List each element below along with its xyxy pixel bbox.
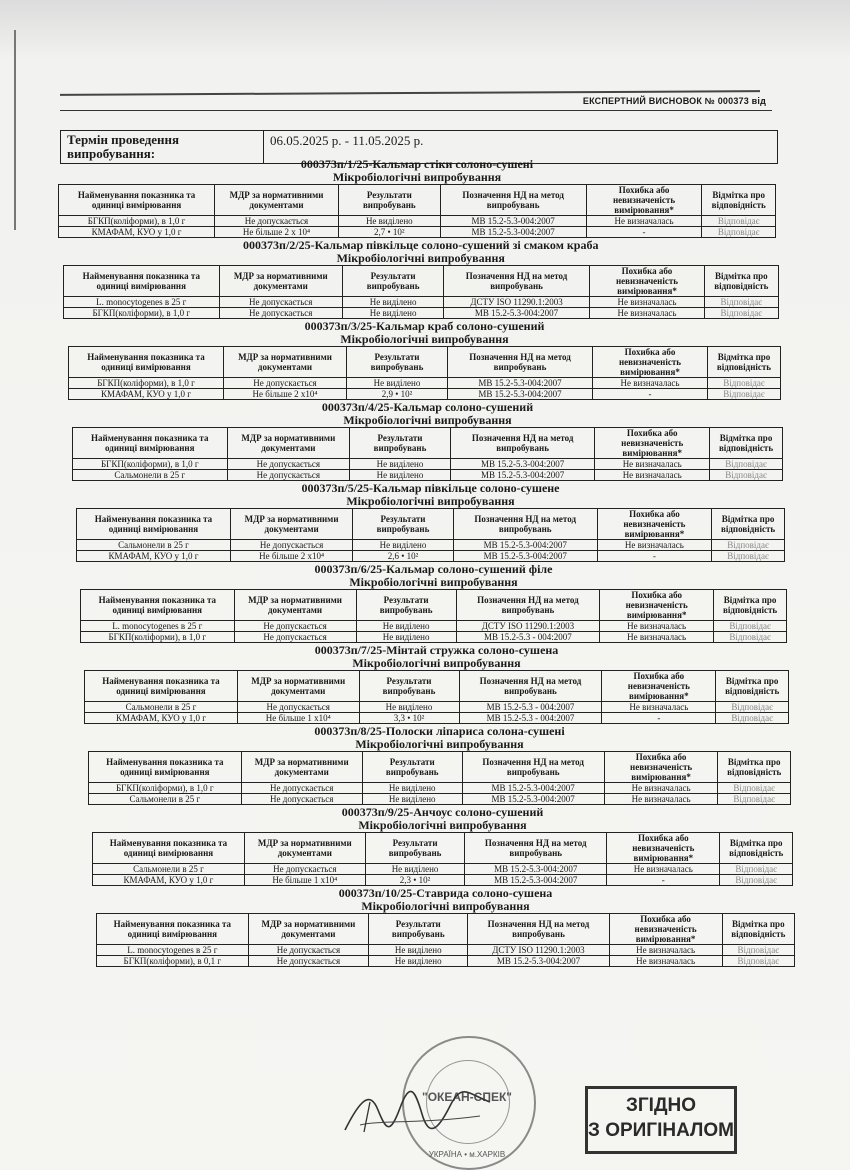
column-header: Найменування показника та одиниці вимірювання	[69, 347, 224, 378]
column-header: Позначення НД на метод випробувань	[459, 671, 602, 702]
table-cell: МВ 15.2-5.3-004:2007	[448, 378, 593, 389]
table-cell: МВ 15.2-5.3 - 004:2007	[459, 702, 602, 713]
column-header: Відмітка про відповідність	[712, 509, 785, 540]
column-header: Найменування показника та одиниці вимірювання	[81, 590, 235, 621]
result-section	[58, 158, 798, 238]
column-header: Результати випробувань	[353, 509, 453, 540]
section-subtitle: Мікробіологічні випробування	[355, 737, 524, 751]
column-header: Похибка або невизначеність вимірювання*	[609, 914, 722, 945]
section-title: 000373п/6/25-Кальмар солоно-сушений філе	[314, 562, 553, 576]
table-row	[89, 783, 791, 794]
table-row	[69, 378, 781, 389]
table-cell: Не визначалась	[589, 308, 704, 319]
copy-stamp-line2: З ОРИГІНАЛОМ	[588, 1120, 734, 1141]
table-cell: 3,3 • 10²	[359, 713, 459, 724]
table-cell: Відповідає	[722, 956, 794, 967]
table-cell: БГКП(коліформи), в 1,0 г	[59, 216, 215, 227]
column-header: Результати випробувань	[338, 185, 440, 216]
section-subtitle: Мікробіологічні випробування	[332, 170, 502, 184]
table-cell: КМАФАМ, КУО у 1,0 г	[77, 551, 231, 562]
table-cell: 2,3 • 10²	[365, 875, 464, 886]
table-header-row	[89, 752, 791, 783]
column-header: Похибка або невизначеність вимірювання*	[602, 671, 716, 702]
column-header: Позначення НД на метод випробувань	[468, 914, 609, 945]
table-cell: ДСТУ ISO 11290.1:2003	[468, 945, 609, 956]
results-table	[92, 832, 793, 886]
column-header: Результати випробувань	[359, 671, 459, 702]
results-table	[80, 589, 787, 643]
column-header: Позначення НД на метод випробувань	[462, 752, 604, 783]
table-cell: Не допускається	[224, 378, 347, 389]
table-cell: Не визначалась	[600, 632, 714, 643]
table-cell: Не допускається	[227, 470, 350, 481]
table-cell: Відповідає	[720, 864, 793, 875]
results-table	[84, 670, 789, 724]
column-header: Позначення НД на метод випробувань	[453, 509, 597, 540]
section-title: 000373п/9/25-Анчоус солоно-сушений	[341, 805, 544, 819]
table-cell: Не визначалась	[609, 945, 722, 956]
table-cell: Не допускається	[248, 956, 369, 967]
table-row	[93, 864, 793, 875]
table-cell: L. monocytogenes в 25 г	[64, 297, 220, 308]
table-cell: Відповідає	[716, 702, 789, 713]
table-cell: Не визначалась	[595, 459, 710, 470]
column-header: Найменування показника та одиниці вимірювання	[85, 671, 238, 702]
column-header: МДР за нормативними документами	[241, 752, 362, 783]
table-cell: БГКП(коліформи), в 1,0 г	[69, 378, 224, 389]
table-cell: МВ 15.2-5.3 - 004:2007	[459, 713, 602, 724]
table-cell: Не виділено	[350, 459, 451, 470]
table-row	[89, 794, 791, 805]
table-header-row	[81, 590, 787, 621]
copy-stamp-line1: ЗГІДНО	[626, 1095, 696, 1116]
table-cell: Не виділено	[369, 945, 468, 956]
section-subtitle: Мікробіологічні випробування	[352, 656, 521, 670]
table-cell: Не більше 2 x 10⁴	[215, 227, 339, 238]
table-cell: МВ 15.2-5.3-004:2007	[450, 470, 594, 481]
table-cell: Сальмонели в 25 г	[89, 794, 242, 805]
results-table	[58, 184, 776, 238]
term-value: 06.05.2025 р. - 11.05.2025 р.	[264, 131, 778, 164]
column-header: Відмітка про відповідність	[716, 671, 789, 702]
result-section	[58, 401, 798, 481]
table-row	[93, 875, 793, 886]
table-cell: 2,6 • 10²	[353, 551, 453, 562]
table-cell: БГКП(коліформи), в 1,0 г	[81, 632, 235, 643]
column-header: Найменування показника та одиниці вимірювання	[77, 509, 231, 540]
column-header: Похибка або невизначеність вимірювання*	[586, 185, 702, 216]
table-header-row	[93, 833, 793, 864]
results-table	[96, 913, 795, 967]
column-header: Найменування показника та одиниці вимірювання	[97, 914, 249, 945]
copy-stamp	[585, 1086, 737, 1154]
table-cell: Відповідає	[708, 389, 781, 400]
table-cell: БГКП(коліформи), в 1,0 г	[64, 308, 220, 319]
table-cell: КМАФАМ, КУО у 1,0 г	[85, 713, 238, 724]
table-cell: МВ 15.2-5.3-004:2007	[468, 956, 609, 967]
table-row	[73, 470, 783, 481]
column-header: Похибка або невизначеність вимірювання*	[604, 752, 718, 783]
table-cell: Не виділено	[362, 794, 462, 805]
result-section	[58, 563, 798, 643]
column-header: Відмітка про відповідність	[710, 428, 783, 459]
table-cell: Не виділено	[369, 956, 468, 967]
table-cell: Відповідає	[712, 540, 785, 551]
column-header: Позначення НД на метод випробувань	[448, 347, 593, 378]
table-cell: Не виділено	[365, 864, 464, 875]
table-cell: Не допускається	[219, 297, 342, 308]
table-cell: МВ 15.2-5.3-004:2007	[462, 783, 604, 794]
table-header-row	[85, 671, 789, 702]
table-cell: L. monocytogenes в 25 г	[81, 621, 235, 632]
table-cell: Не визначалась	[602, 702, 716, 713]
table-cell: Не допускається	[244, 864, 365, 875]
result-section	[58, 320, 798, 400]
section-subtitle: Мікробіологічні випробування	[340, 332, 509, 346]
table-cell: Не виділено	[342, 308, 443, 319]
column-header: Відмітка про відповідність	[714, 590, 787, 621]
results-table	[88, 751, 791, 805]
table-cell: Не більше 2 x10⁴	[224, 389, 347, 400]
table-cell: Відповідає	[716, 713, 789, 724]
table-cell: МВ 15.2-5.3 - 004:2007	[456, 632, 599, 643]
column-header: МДР за нормативними документами	[219, 266, 342, 297]
scan-edge	[14, 30, 16, 230]
result-section	[58, 725, 798, 805]
table-cell: Не виділено	[350, 470, 451, 481]
column-header: МДР за нормативними документами	[237, 671, 359, 702]
section-subtitle: Мікробіологічні випробування	[346, 494, 515, 508]
table-cell: Сальмонели в 25 г	[85, 702, 238, 713]
table-cell: КМАФАМ, КУО у 1,0 г	[59, 227, 215, 238]
table-cell: БГКП(коліформи), в 0,1 г	[97, 956, 249, 967]
seal-city: УКРАЇНА • м.ХАРКІВ	[428, 1150, 506, 1159]
table-cell: 2,9 • 10²	[347, 389, 448, 400]
table-cell: Відповідає	[710, 459, 783, 470]
results-table	[63, 265, 779, 319]
table-cell: Не допускається	[237, 702, 359, 713]
table-cell: Не виділено	[347, 378, 448, 389]
table-cell: МВ 15.2-5.3-004:2007	[448, 389, 593, 400]
table-cell: МВ 15.2-5.3-004:2007	[465, 864, 607, 875]
column-header: МДР за нормативними документами	[227, 428, 350, 459]
column-header: МДР за нормативними документами	[224, 347, 347, 378]
results-table	[76, 508, 785, 562]
section-title: 000373п/3/25-Кальмар краб солоно-сушений	[304, 319, 545, 333]
table-cell: МВ 15.2-5.3-004:2007	[462, 794, 604, 805]
table-cell: Не визначалась	[609, 956, 722, 967]
table-cell: Не визначалась	[600, 621, 714, 632]
table-cell: Не виділено	[356, 621, 456, 632]
column-header: Похибка або невизначеність вимірювання*	[600, 590, 714, 621]
section-title: 000373п/2/25-Кальмар півкільце солоно-сушений зі смаком краба	[243, 238, 599, 252]
table-cell: Відповідає	[702, 227, 776, 238]
column-header: МДР за нормативними документами	[244, 833, 365, 864]
table-cell: Не виділено	[356, 632, 456, 643]
column-header: Найменування показника та одиниці вимірювання	[89, 752, 242, 783]
doc-header-title: ЕКСПЕРТНИЙ ВИСНОВОК № 000373 від	[582, 96, 766, 106]
column-header: Відмітка про відповідність	[702, 185, 776, 216]
table-cell: -	[597, 551, 711, 562]
table-header-row	[69, 347, 781, 378]
table-cell: Відповідає	[702, 216, 776, 227]
table-cell: МВ 15.2-5.3-004:2007	[465, 875, 607, 886]
table-cell: -	[602, 713, 716, 724]
table-row	[59, 227, 776, 238]
table-cell: Не визначалась	[604, 783, 718, 794]
results-table	[72, 427, 783, 481]
table-row	[77, 551, 785, 562]
table-cell: -	[593, 389, 708, 400]
column-header: Похибка або невизначеність вимірювання*	[597, 509, 711, 540]
table-cell: Не визначалась	[607, 864, 720, 875]
table-cell: МВ 15.2-5.3-004:2007	[444, 308, 590, 319]
seal-company-name: "ОКЕАН-СПЕК"	[422, 1090, 512, 1104]
result-section	[58, 644, 798, 724]
table-row	[81, 632, 787, 643]
section-subtitle: Мікробіологічні випробування	[358, 818, 527, 832]
table-cell: Відповідає	[705, 297, 778, 308]
table-cell: Не допускається	[219, 308, 342, 319]
table-row	[85, 713, 789, 724]
result-section	[58, 887, 798, 967]
table-cell: Не виділено	[353, 540, 453, 551]
table-cell: КМАФАМ, КУО у 1,0 г	[69, 389, 224, 400]
table-cell: Не допускається	[248, 945, 369, 956]
results-table	[68, 346, 781, 400]
table-cell: КМАФАМ, КУО у 1,0 г	[93, 875, 245, 886]
section-subtitle: Мікробіологічні випробування	[349, 575, 518, 589]
section-subtitle: Мікробіологічні випробування	[361, 899, 530, 913]
column-header: Результати випробувань	[342, 266, 443, 297]
table-header-row	[64, 266, 779, 297]
column-header: Позначення НД на метод випробувань	[440, 185, 586, 216]
table-cell: Не допускається	[227, 459, 350, 470]
column-header: Похибка або невизначеність вимірювання*	[595, 428, 710, 459]
table-cell: Не допускається	[230, 540, 352, 551]
section-title: 000373п/10/25-Ставрида солоно-сушена	[338, 886, 553, 900]
column-header: Найменування показника та одиниці вимірювання	[59, 185, 215, 216]
table-cell: МВ 15.2-5.3-004:2007	[453, 551, 597, 562]
table-row	[85, 702, 789, 713]
column-header: Позначення НД на метод випробувань	[450, 428, 594, 459]
table-row	[64, 308, 779, 319]
column-header: Найменування показника та одиниці вимірювання	[73, 428, 228, 459]
column-header: Похибка або невизначеність вимірювання*	[607, 833, 720, 864]
column-header: МДР за нормативними документами	[215, 185, 339, 216]
table-cell: Відповідає	[705, 308, 778, 319]
table-cell: L. monocytogenes в 25 г	[97, 945, 249, 956]
table-row	[97, 945, 795, 956]
table-cell: Не визначалась	[604, 794, 718, 805]
table-cell: Відповідає	[718, 783, 791, 794]
table-cell: Не допускається	[215, 216, 339, 227]
section-title: 000373п/7/25-Мінтай стружка солоно-сушена	[314, 643, 559, 657]
column-header: Найменування показника та одиниці вимірювання	[93, 833, 245, 864]
column-header: Відмітка про відповідність	[722, 914, 794, 945]
table-cell: Не визначалась	[597, 540, 711, 551]
results-content	[58, 158, 798, 968]
table-cell: 2,7 • 10²	[338, 227, 440, 238]
table-cell: Сальмонели в 25 г	[93, 864, 245, 875]
table-cell: МВ 15.2-5.3-004:2007	[450, 459, 594, 470]
table-cell: Не визначалась	[595, 470, 710, 481]
table-cell: Не визначалась	[589, 297, 704, 308]
table-cell: Не допускається	[241, 794, 362, 805]
column-header: Позначення НД на метод випробувань	[444, 266, 590, 297]
column-header: МДР за нормативними документами	[230, 509, 352, 540]
section-subtitle: Мікробіологічні випробування	[343, 413, 512, 427]
table-cell: Не допускається	[234, 632, 356, 643]
table-cell: Не виділено	[362, 783, 462, 794]
table-header-row	[73, 428, 783, 459]
result-section	[58, 239, 798, 319]
column-header: Похибка або невизначеність вимірювання*	[589, 266, 704, 297]
table-cell: Не більше 2 x10⁴	[230, 551, 352, 562]
table-cell: МВ 15.2-5.3-004:2007	[440, 227, 586, 238]
column-header: Відмітка про відповідність	[708, 347, 781, 378]
table-cell: Не виділено	[359, 702, 459, 713]
section-title: 000373п/5/25-Кальмар півкільце солоно-сушене	[301, 481, 560, 495]
table-cell: Не виділено	[342, 297, 443, 308]
table-cell: -	[586, 227, 702, 238]
column-header: Результати випробувань	[369, 914, 468, 945]
column-header: МДР за нормативними документами	[234, 590, 356, 621]
column-header: Відмітка про відповідність	[705, 266, 778, 297]
table-row	[64, 297, 779, 308]
table-row	[69, 389, 781, 400]
column-header: Найменування показника та одиниці вимірювання	[64, 266, 220, 297]
table-row	[81, 621, 787, 632]
column-header: Відмітка про відповідність	[718, 752, 791, 783]
result-section	[58, 806, 798, 886]
table-cell: ДСТУ ISO 11290.1:2003	[444, 297, 590, 308]
table-header-row	[59, 185, 776, 216]
table-cell: Відповідає	[710, 470, 783, 481]
header-rule	[60, 110, 772, 111]
table-cell: Відповідає	[712, 551, 785, 562]
table-row	[73, 459, 783, 470]
column-header: МДР за нормативними документами	[248, 914, 369, 945]
table-cell: Відповідає	[714, 621, 787, 632]
section-title: 000373п/1/25-Кальмар стіки солоно-сушені	[300, 157, 534, 171]
column-header: Результати випробувань	[365, 833, 464, 864]
column-header: Результати випробувань	[347, 347, 448, 378]
column-header: Похибка або невизначеність вимірювання*	[593, 347, 708, 378]
signature	[340, 1080, 500, 1140]
table-row	[77, 540, 785, 551]
table-cell: Не визначалась	[593, 378, 708, 389]
table-cell: Відповідає	[720, 875, 793, 886]
column-header: Позначення НД на метод випробувань	[465, 833, 607, 864]
table-cell: Не визначалась	[586, 216, 702, 227]
table-cell: Не більше 1 x10⁴	[237, 713, 359, 724]
table-header-row	[77, 509, 785, 540]
table-cell: Не допускається	[234, 621, 356, 632]
table-row	[97, 956, 795, 967]
table-cell: Відповідає	[708, 378, 781, 389]
section-title: 000373п/4/25-Кальмар солоно-сушений	[321, 400, 534, 414]
column-header: Результати випробувань	[350, 428, 451, 459]
column-header: Відмітка про відповідність	[720, 833, 793, 864]
table-cell: МВ 15.2-5.3-004:2007	[440, 216, 586, 227]
table-cell: БГКП(коліформи), в 1,0 г	[73, 459, 228, 470]
column-header: Результати випробувань	[362, 752, 462, 783]
section-title: 000373п/8/25-Полоски ліпариса солона-сушені	[314, 724, 565, 738]
table-row	[59, 216, 776, 227]
table-cell: Відповідає	[718, 794, 791, 805]
table-cell: Сальмонели в 25 г	[73, 470, 228, 481]
section-subtitle: Мікробіологічні випробування	[336, 251, 505, 265]
table-cell: МВ 15.2-5.3-004:2007	[453, 540, 597, 551]
result-section	[58, 482, 798, 562]
table-cell: Не більше 1 x10⁴	[244, 875, 365, 886]
table-cell: Сальмонели в 25 г	[77, 540, 231, 551]
table-header-row	[97, 914, 795, 945]
table-cell: Відповідає	[714, 632, 787, 643]
table-cell: Відповідає	[722, 945, 794, 956]
column-header: Позначення НД на метод випробувань	[456, 590, 599, 621]
column-header: Результати випробувань	[356, 590, 456, 621]
table-cell: Не виділено	[338, 216, 440, 227]
table-cell: -	[607, 875, 720, 886]
table-cell: БГКП(коліформи), в 1,0 г	[89, 783, 242, 794]
table-cell: Не допускається	[241, 783, 362, 794]
table-cell: ДСТУ ISO 11290.1:2003	[456, 621, 599, 632]
term-label: Термін проведення випробування:	[61, 131, 264, 164]
